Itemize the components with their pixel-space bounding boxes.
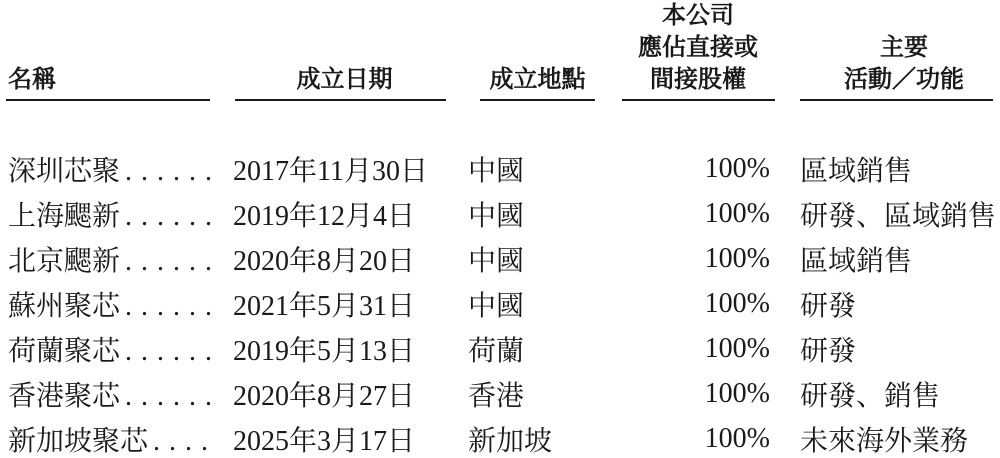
company-name: 蘇州聚芯 <box>8 290 121 322</box>
dot-leader: ...... <box>125 245 222 277</box>
header-activity-line1: 主要 <box>880 34 928 61</box>
principal-activity: 研發、區域銷售 <box>800 200 997 232</box>
establishment-place: 香港 <box>468 380 525 412</box>
dot-leader: ...... <box>125 335 222 367</box>
company-name: 荷蘭聚芯 <box>8 335 121 367</box>
company-name: 上海颸新 <box>8 200 121 232</box>
establishment-date: 2017年11月30日 <box>233 155 428 187</box>
header-underline-name <box>6 99 210 101</box>
equity-percentage: 100% <box>704 422 770 454</box>
company-name-cell <box>2 239 230 279</box>
establishment-date: 2019年12月4日 <box>233 200 416 232</box>
establishment-place: 中國 <box>468 200 525 232</box>
establishment-place: 中國 <box>468 290 525 322</box>
header-underline-place <box>480 99 595 101</box>
principal-activity: 研發 <box>800 290 857 322</box>
table-row <box>2 326 1000 371</box>
column-header-name <box>2 0 230 101</box>
header-name-label: 名稱 <box>8 66 56 93</box>
equity-percentage: 100% <box>704 152 770 184</box>
establishment-date: 2025年3月17日 <box>233 425 416 457</box>
company-name: 北京颸新 <box>8 245 121 277</box>
header-place-label: 成立地點 <box>489 66 586 93</box>
column-header-activity <box>776 0 1000 101</box>
establishment-place: 荷蘭 <box>468 335 525 367</box>
table-row <box>2 191 1000 236</box>
equity-percentage: 100% <box>704 377 770 409</box>
column-header-place <box>454 0 604 101</box>
principal-activity: 區域銷售 <box>800 245 913 277</box>
principal-activity: 研發 <box>800 335 857 367</box>
establishment-date: 2021年5月31日 <box>233 290 416 322</box>
equity-percentage: 100% <box>704 197 770 229</box>
table-row <box>2 281 1000 326</box>
header-date-label: 成立日期 <box>296 66 393 93</box>
header-underline-equity <box>622 99 775 101</box>
company-name-cell <box>2 374 230 414</box>
company-name-cell <box>2 149 230 189</box>
company-name-cell <box>2 284 230 324</box>
column-header-date <box>230 0 454 101</box>
header-activity-line2: 活動／功能 <box>844 66 964 93</box>
header-underline-date <box>235 99 446 101</box>
company-name: 香港聚芯 <box>8 380 121 412</box>
dot-leader: ...... <box>125 290 222 322</box>
principal-activity: 研發、銷售 <box>800 380 941 412</box>
establishment-date: 2019年5月13日 <box>233 335 416 367</box>
equity-percentage: 100% <box>704 242 770 274</box>
company-name-cell <box>2 194 230 234</box>
principal-activity: 未來海外業務 <box>800 425 969 457</box>
dot-leader: ...... <box>125 380 222 412</box>
table-row <box>2 146 1000 191</box>
table-body <box>2 146 1000 458</box>
establishment-place: 中國 <box>468 245 525 277</box>
company-name: 深圳芯聚 <box>8 155 121 187</box>
dot-leader: ...... <box>125 155 222 187</box>
header-underline-activity <box>800 99 993 101</box>
company-name-cell <box>2 329 230 369</box>
company-name-cell <box>2 419 230 458</box>
dot-leader: .... <box>153 425 218 457</box>
header-equity-line3: 間接股權 <box>650 66 746 93</box>
establishment-place: 新加坡 <box>468 425 553 457</box>
establishment-date: 2020年8月20日 <box>233 245 416 277</box>
equity-percentage: 100% <box>704 332 770 364</box>
table-row <box>2 416 1000 458</box>
table-row <box>2 371 1000 416</box>
table-row <box>2 236 1000 281</box>
establishment-place: 中國 <box>468 155 525 187</box>
principal-activity: 區域銷售 <box>800 155 913 187</box>
header-equity-line2: 應佔直接或 <box>638 34 758 61</box>
table-header-row <box>2 0 1000 100</box>
company-name: 新加坡聚芯 <box>8 425 149 457</box>
header-equity-line1: 本公司 <box>662 2 734 29</box>
equity-percentage: 100% <box>704 287 770 319</box>
dot-leader: ...... <box>125 200 222 232</box>
column-header-equity <box>604 0 776 101</box>
establishment-date: 2020年8月27日 <box>233 380 416 412</box>
